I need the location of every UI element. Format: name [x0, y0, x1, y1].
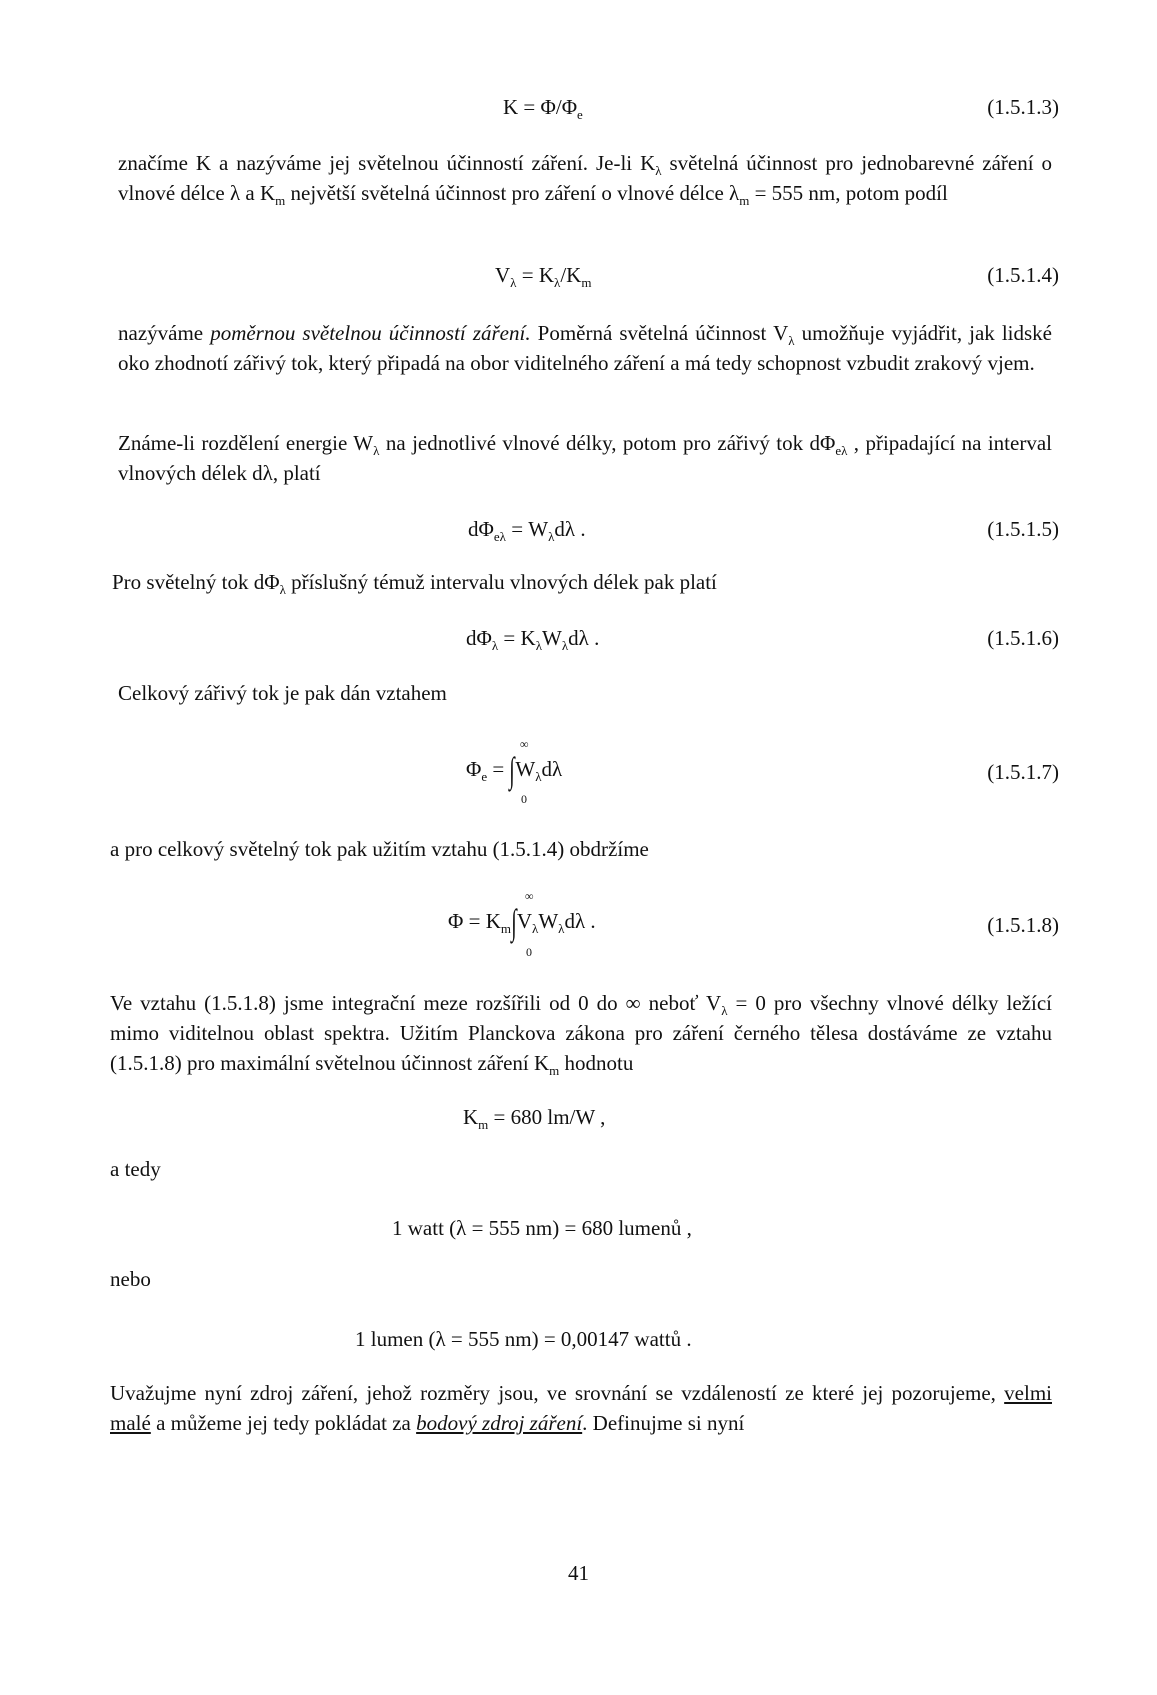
- integral-sign: ∫: [511, 902, 517, 942]
- equation-1-5-1-5: $d\Phi_{e\lambda} = W_\lambda d\lambda$ .: [468, 517, 586, 544]
- equation-number: (1.5.1.6): [987, 626, 1059, 650]
- equation-number: (1.5.1.8): [987, 913, 1059, 937]
- paragraph-point-source: Uvažujme nyní zdroj záření, jehož rozměry jsou, ve srovnání se vzdáleností ze které jej pozorujeme, velmi malé a můžeme jej tedy pokládat za bodový zdroj záření. Definujme si nyní: [110, 1381, 1052, 1435]
- paragraph-total-luminous-flux: a pro celkový světelný tok pak užitím vztahu (1.5.1.4) obdržíme: [110, 837, 649, 861]
- equation-1-5-1-6: $d\Phi_\lambda = K_\lambda W_\lambda d\lambda$ .: [466, 626, 600, 653]
- paragraph-luminous-efficacy: značíme K a nazýváme jej světelnou účinností záření. Je-li $K_\lambda$ světelná účinnost pro jednobarevné záření o vlnové délce λ a $K_m$ největší světelná účinnost pro záření o vlnové délce $\lambda_m = 555$ nm, potom podíl: [118, 151, 1052, 208]
- text-a-tedy: a tedy: [110, 1157, 161, 1181]
- integral-upper-limit: ∞: [525, 889, 534, 903]
- paragraph-luminous-flux: Pro světelný tok $d\Phi_\lambda$ příslušný témuž intervalu vlnových délek pak platí: [112, 570, 717, 597]
- equation-number: (1.5.1.4): [987, 263, 1059, 287]
- integral-lower-limit: 0: [521, 792, 527, 806]
- equation-1-5-1-8: $\Phi = K_m\int V_\lambda W_\lambda d\lambda$ .: [448, 902, 596, 942]
- equation-watt-lumen: 1 watt (λ = 555 nm) = 680 lumenů ,: [392, 1216, 692, 1240]
- text-nebo: nebo: [110, 1267, 151, 1291]
- equation-1-5-1-4: $V_\lambda = K_\lambda/K_m$: [495, 263, 592, 290]
- integral-sign: ∫: [509, 750, 516, 790]
- equation-km-value: $K_m = 680$ lm/W ,: [463, 1105, 606, 1132]
- paragraph-relative-efficacy: nazýváme poměrnou světelnou účinností záření. Poměrná světelná účinnost $V_\lambda$ umožňuje vyjádřit, jak lidské oko zhodnotí zářivý tok, který připadá na obor viditelného záření a má tedy schopnost vzbudit zrakový vjem.: [118, 321, 1053, 375]
- equation-lumen-watt: 1 lumen (λ = 555 nm) = 0,00147 wattů .: [355, 1327, 692, 1351]
- paragraph-integration-limits: Ve vztahu (1.5.1.8) jsme integrační meze rozšířili od 0 do ∞ neboť $V_\lambda = 0$ pro všechny vlnové délky ležící mimo viditelnou oblast spektra. Užitím Planckova zákona pro záření černého tělesa dostáváme ze vztahu (1.5.1.8) pro maximální světelnou účinnost záření $K_m$ hodnotu: [110, 991, 1052, 1078]
- equation-1-5-1-7: $\Phi_e = \int W_\lambda d\lambda$: [466, 750, 563, 790]
- page-number: 41: [568, 1561, 589, 1585]
- equation-number: (1.5.1.3): [987, 95, 1059, 119]
- paragraph-energy-distribution: Známe-li rozdělení energie $W_\lambda$ na jednotlivé vlnové délky, potom pro zářivý tok $d\Phi_{e\lambda}$ , připadající na interval vlnových délek dλ, platí: [118, 431, 1052, 485]
- equation-1-5-1-3: $K = \Phi/\Phi_e$: [503, 95, 583, 122]
- equation-number: (1.5.1.7): [987, 760, 1059, 784]
- integral-lower-limit: 0: [526, 945, 532, 959]
- paragraph-total-flux: Celkový zářivý tok je pak dán vztahem: [118, 681, 447, 705]
- integral-upper-limit: ∞: [520, 737, 529, 751]
- equation-number: (1.5.1.5): [987, 517, 1059, 541]
